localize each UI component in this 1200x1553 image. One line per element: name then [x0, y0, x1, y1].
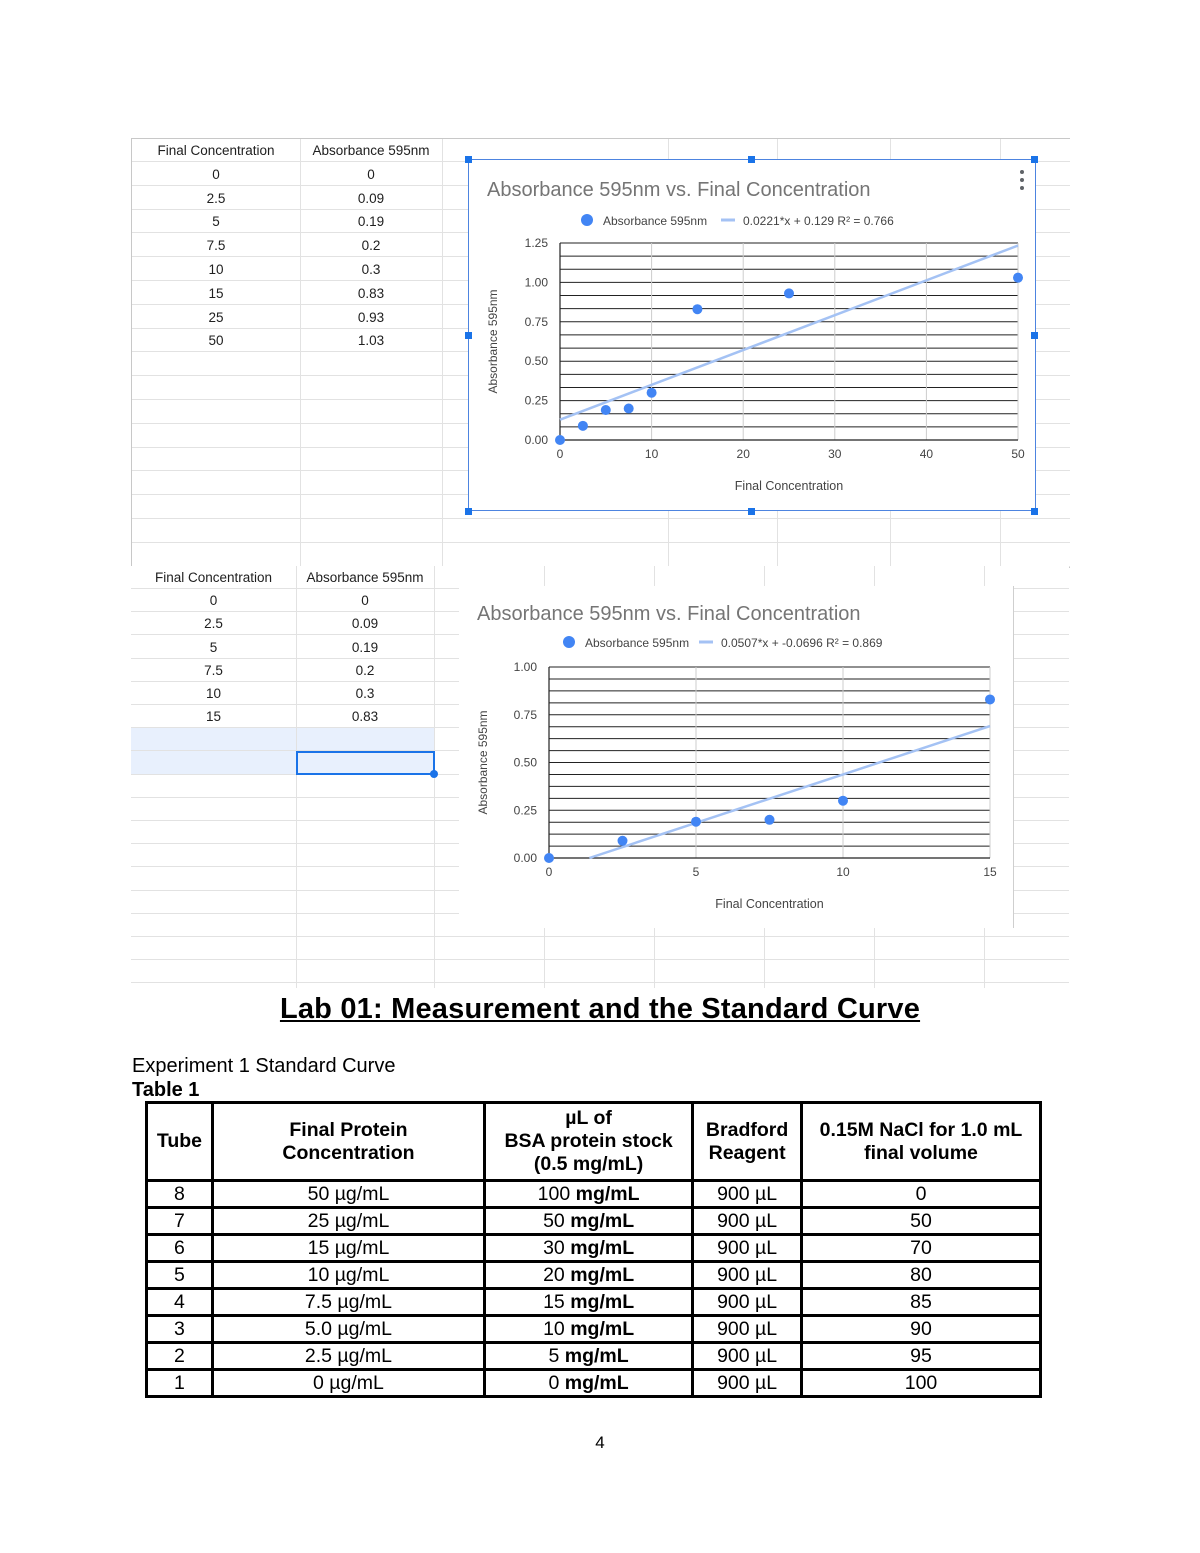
trendline: [560, 246, 1018, 420]
chart-2-container[interactable]: [459, 586, 1014, 928]
grid-row-line: [132, 518, 1070, 519]
cell-final-concentration[interactable]: 15: [205, 709, 222, 725]
cell-tube: 2: [147, 1343, 213, 1370]
grid-row-line: [131, 982, 1069, 983]
cell-final-concentration[interactable]: 7.5: [206, 238, 226, 254]
y-tick-label: 0.25: [524, 393, 548, 408]
x-tick-label: 15: [983, 865, 997, 879]
cell-final-protein-concentration: 15 µg/mL: [212, 1235, 484, 1262]
y-tick-label: 0.25: [513, 803, 537, 818]
data-point: [578, 421, 588, 431]
y-tick-label: 1.00: [524, 275, 548, 290]
x-axis-title: Final Concentration: [734, 479, 844, 493]
cell-final-protein-concentration: 5.0 µg/mL: [212, 1316, 484, 1343]
sheet-data-row: [131, 637, 434, 659]
sheet-data-row: [132, 188, 442, 210]
cell-bradford-reagent: 900 µL: [693, 1208, 802, 1235]
chart-2: [459, 586, 1013, 928]
sheet-data-row: [131, 590, 434, 612]
cell-absorbance[interactable]: 0.3: [361, 262, 381, 277]
table-row: [147, 1208, 1041, 1235]
header-bradford-reagent: Bradford Reagent: [693, 1103, 802, 1181]
cell-absorbance[interactable]: 0.3: [355, 686, 375, 701]
header-bsa-stock: µL of BSA protein stock (0.5 mg/mL): [485, 1103, 693, 1181]
cell-final-concentration[interactable]: 2.5: [206, 190, 226, 206]
sheet-data-row: [131, 660, 434, 682]
cell-absorbance[interactable]: 0.19: [357, 214, 385, 230]
data-point: [624, 403, 634, 413]
spreadsheet-1: [131, 138, 1070, 568]
x-tick-label: 20: [736, 447, 750, 461]
cell-bradford-reagent: 900 µL: [693, 1289, 802, 1316]
sheet-header-row: [131, 567, 434, 589]
sheet-header-row: [132, 140, 442, 162]
cell-bradford-reagent: 900 µL: [693, 1316, 802, 1343]
table-row: [147, 1181, 1041, 1208]
y-axis-title: Absorbance 595nm: [476, 710, 490, 815]
cell-absorbance[interactable]: 0.19: [351, 639, 379, 655]
cell-absorbance[interactable]: 0: [361, 593, 369, 609]
grid-column-line: [442, 139, 443, 567]
fill-handle[interactable]: [430, 770, 438, 778]
header-nacl-volume: 0.15M NaCl for 1.0 mL final volume: [802, 1103, 1041, 1181]
chart-resize-handle[interactable]: [465, 156, 472, 163]
cell-bsa-volume: 20 mg/mL: [485, 1262, 693, 1289]
cell-bsa-volume: 0 mg/mL: [485, 1370, 693, 1397]
cell-bradford-reagent: 900 µL: [693, 1370, 802, 1397]
cell-final-protein-concentration: 0 µg/mL: [212, 1370, 484, 1397]
cell-final-concentration[interactable]: 10: [205, 686, 222, 701]
table-row: [147, 1289, 1041, 1316]
sheet-data-row: [131, 683, 434, 705]
cell-final-concentration[interactable]: 10: [208, 262, 224, 277]
data-point: [985, 694, 995, 704]
y-tick-label: 1.00: [513, 660, 537, 674]
y-tick-label: 0.50: [524, 354, 548, 369]
cell-absorbance[interactable]: 1.03: [357, 333, 385, 349]
cell-bsa-volume: 100 mg/mL: [485, 1181, 693, 1208]
cell-final-concentration[interactable]: Final Concentration: [154, 570, 273, 585]
cell-bsa-volume: 50 mg/mL: [485, 1208, 693, 1235]
cell-nacl-volume: 80: [802, 1262, 1041, 1289]
cell-nacl-volume: 50: [802, 1208, 1041, 1235]
cell-tube: 1: [147, 1370, 213, 1397]
data-point: [647, 388, 657, 398]
sheet-data-row: [132, 330, 442, 352]
cell-nacl-volume: 85: [802, 1289, 1041, 1316]
cell-absorbance[interactable]: 0.09: [357, 190, 385, 206]
cell-absorbance[interactable]: 0.83: [357, 285, 385, 301]
table-row: [147, 1235, 1041, 1262]
x-tick-label: 10: [644, 447, 659, 461]
chart-1: [469, 160, 1035, 510]
table-header-row: [147, 1103, 1041, 1181]
cell-final-concentration[interactable]: 7.5: [204, 662, 223, 678]
cell-nacl-volume: 0: [802, 1181, 1041, 1208]
legend-label-trendline: 0.0507*x + -0.0696 R² = 0.869: [721, 636, 883, 650]
document-title: Lab 01: Measurement and the Standard Curve: [279, 993, 921, 1025]
chart-resize-handle[interactable]: [748, 156, 755, 163]
header-tube: Tube: [147, 1103, 213, 1181]
sheet-data-row: [131, 613, 434, 635]
table-row: [147, 1316, 1041, 1343]
cell-bradford-reagent: 900 µL: [693, 1343, 802, 1370]
cell-final-protein-concentration: 10 µg/mL: [212, 1262, 484, 1289]
cell-absorbance[interactable]: 0: [367, 166, 375, 182]
chart-title: Absorbance 595nm vs. Final Concentration: [477, 603, 861, 625]
cell-final-concentration[interactable]: 50: [208, 333, 224, 349]
cell-final-concentration[interactable]: 0: [209, 593, 218, 609]
experiment-subtitle: Experiment 1 Standard Curve: [132, 1055, 396, 1077]
cell-final-concentration[interactable]: 2.5: [204, 616, 223, 632]
table-row: [147, 1262, 1041, 1289]
table-row: [147, 1370, 1041, 1397]
chart-resize-handle[interactable]: [1031, 508, 1038, 515]
x-tick-label: 0: [556, 447, 564, 461]
cell-tube: 6: [147, 1235, 213, 1262]
cell-absorbance[interactable]: 0.09: [351, 616, 379, 632]
cell-final-concentration[interactable]: Final Concentration: [157, 143, 275, 158]
table-row: [147, 1343, 1041, 1370]
cell-final-protein-concentration: 50 µg/mL: [212, 1181, 484, 1208]
data-point: [544, 853, 554, 863]
chart-resize-handle[interactable]: [465, 508, 472, 515]
cell-nacl-volume: 95: [802, 1343, 1041, 1370]
chart-title: Absorbance 595nm vs. Final Concentration: [487, 179, 871, 201]
data-point: [1013, 273, 1023, 283]
x-tick-label: 50: [1011, 447, 1025, 461]
cell-bsa-volume: 10 mg/mL: [485, 1316, 693, 1343]
cell-bsa-volume: 15 mg/mL: [485, 1289, 693, 1316]
cell-absorbance[interactable]: Absorbance 595nm: [312, 143, 430, 158]
x-axis-title: Final Concentration: [715, 897, 824, 911]
cell-final-concentration[interactable]: 5: [212, 214, 220, 230]
sheet-data-row: [132, 259, 442, 281]
grid-row-line: [132, 542, 1070, 543]
page-number: 4: [595, 1433, 605, 1452]
legend-marker-series: [581, 214, 593, 226]
data-point: [784, 288, 794, 298]
y-tick-label: 0.75: [524, 314, 548, 329]
cell-absorbance[interactable]: Absorbance 595nm: [306, 570, 424, 585]
cell-final-concentration[interactable]: 5: [209, 639, 218, 655]
sheet-data-row: [132, 235, 442, 257]
chart-resize-handle[interactable]: [1031, 156, 1038, 163]
data-point: [691, 817, 701, 827]
cell-final-protein-concentration: 7.5 µg/mL: [212, 1289, 484, 1316]
cell-tube: 5: [147, 1262, 213, 1289]
cell-final-protein-concentration: 2.5 µg/mL: [212, 1343, 484, 1370]
sheet-data-row: [131, 706, 434, 728]
cell-final-protein-concentration: 25 µg/mL: [212, 1208, 484, 1235]
data-point: [601, 405, 611, 415]
spreadsheet-2: [131, 566, 1069, 988]
cell-nacl-volume: 70: [802, 1235, 1041, 1262]
trendline: [589, 726, 990, 858]
cell-absorbance[interactable]: 0.93: [357, 309, 385, 325]
data-point: [765, 815, 775, 825]
cell-tube: 3: [147, 1316, 213, 1343]
x-tick-label: 30: [828, 447, 842, 461]
data-point: [838, 796, 848, 806]
cell-final-concentration[interactable]: 0: [212, 166, 220, 182]
cell-bradford-reagent: 900 µL: [693, 1181, 802, 1208]
data-point: [555, 435, 565, 445]
cell-bsa-volume: 30 mg/mL: [485, 1235, 693, 1262]
x-tick-label: 40: [919, 447, 934, 461]
cell-tube: 7: [147, 1208, 213, 1235]
kebab-menu-icon[interactable]: [1019, 170, 1025, 190]
chart-1-container[interactable]: [468, 159, 1036, 511]
data-point: [692, 304, 702, 314]
cell-absorbance[interactable]: 0.83: [351, 709, 379, 725]
sheet-data-row: [132, 164, 442, 186]
cell-tube: 8: [147, 1181, 213, 1208]
legend-marker-series: [563, 636, 575, 648]
grid-row-line: [131, 936, 1069, 937]
cell-final-concentration[interactable]: 25: [208, 309, 224, 325]
legend-label-trendline: 0.0221*x + 0.129 R² = 0.766: [743, 214, 894, 228]
x-tick-label: 5: [692, 865, 700, 879]
cell-absorbance[interactable]: 0.2: [361, 238, 381, 254]
standard-curve-table: [145, 1101, 1042, 1398]
cell-nacl-volume: 90: [802, 1316, 1041, 1343]
chart-resize-handle[interactable]: [1031, 332, 1038, 339]
grid-row-line: [131, 959, 1069, 960]
chart-resize-handle[interactable]: [465, 332, 472, 339]
x-tick-label: 10: [836, 865, 850, 879]
cell-bradford-reagent: 900 µL: [693, 1235, 802, 1262]
x-tick-label: 0: [545, 865, 553, 879]
sheet-data-row: [132, 283, 442, 305]
y-tick-label: 0.50: [513, 755, 537, 770]
sheet-data-row: [132, 307, 442, 329]
data-point: [618, 836, 628, 846]
cell-tube: 4: [147, 1289, 213, 1316]
cell-nacl-volume: 100: [802, 1370, 1041, 1397]
cell-final-concentration[interactable]: 15: [208, 285, 224, 301]
chart-resize-handle[interactable]: [748, 508, 755, 515]
y-tick-label: 0.00: [513, 851, 537, 865]
table-label: Table 1: [132, 1079, 200, 1101]
y-tick-label: 1.25: [524, 236, 548, 250]
y-tick-label: 0.00: [524, 433, 548, 447]
active-cell-selection[interactable]: [296, 751, 435, 775]
y-axis-title: Absorbance 595nm: [486, 289, 500, 394]
cell-absorbance[interactable]: 0.2: [355, 662, 375, 678]
y-tick-label: 0.75: [513, 707, 537, 722]
sheet-data-row: [132, 211, 442, 233]
cell-bsa-volume: 5 mg/mL: [485, 1343, 693, 1370]
legend-label-series: Absorbance 595nm: [585, 636, 690, 650]
legend-label-series: Absorbance 595nm: [603, 214, 708, 228]
cell-bradford-reagent: 900 µL: [693, 1262, 802, 1289]
header-final-protein-concentration: Final Protein Concentration: [212, 1103, 484, 1181]
